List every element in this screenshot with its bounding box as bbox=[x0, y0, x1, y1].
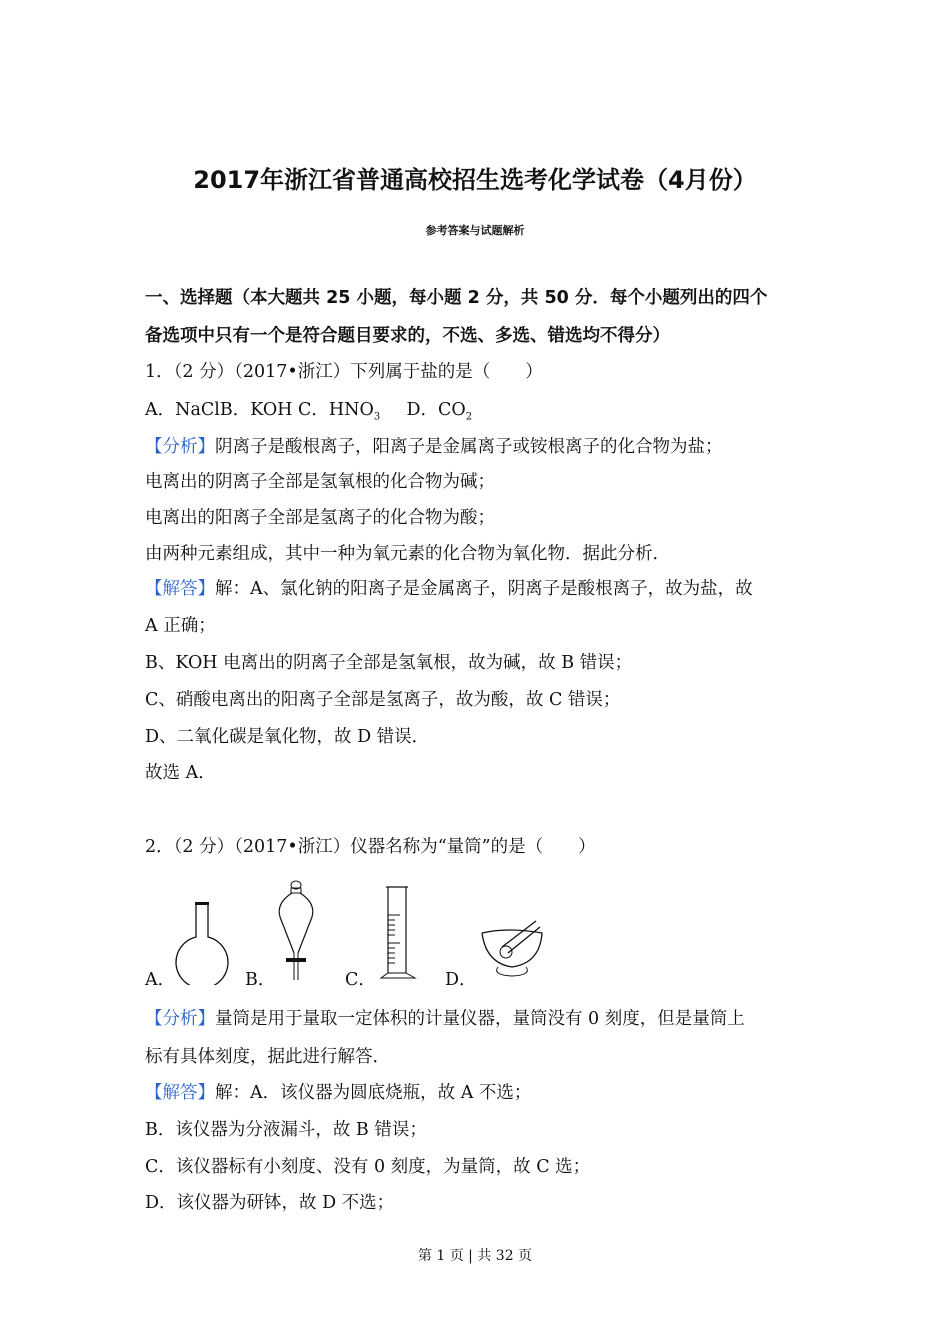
graduated-cylinder-figure bbox=[378, 875, 422, 985]
mortar-and-pestle-figure bbox=[478, 875, 548, 985]
analysis-line: 电离出的阴离子全部是氢氧根的化合物为碱； bbox=[145, 472, 495, 492]
answer-line: C、硝酸电离出的阳离子全部是氢离子，故为酸，故 C 错误； bbox=[145, 690, 621, 710]
answer-line: D、二氧化碳是氧化物，故 D 错误． bbox=[145, 727, 430, 747]
analysis-line: 由两种元素组成，其中一种为氧元素的化合物为氧化物．据此分析． bbox=[145, 544, 670, 564]
option-label: A． bbox=[145, 970, 176, 990]
section-heading: 备选项中只有一个是符合题目要求的，不选、多选、错选均不得分） bbox=[145, 326, 670, 346]
page-footer: 第 1 页 | 共 32 页 bbox=[417, 1248, 533, 1264]
answer-line: 故选 A． bbox=[145, 763, 216, 783]
separatory-funnel-figure bbox=[272, 875, 322, 985]
analysis: 【分析】阴离子是酸根离子，阳离子是金属离子或铵根离子的化合物为盐； bbox=[145, 437, 723, 457]
section-heading: 一、选择题（本大题共 25 小题，每小题 2 分，共 50 分．每个小题列出的四个 bbox=[145, 288, 768, 308]
option-label: C． bbox=[345, 970, 376, 990]
question-stem: 2．（2 分）（2017•浙江）仪器名称为“量筒”的是（ ） bbox=[145, 837, 596, 857]
analysis-line: 电离出的阳离子全部是氢离子的化合物为酸； bbox=[145, 508, 495, 528]
question-stem: 1．（2 分）（2017•浙江）下列属于盐的是（ ） bbox=[145, 362, 543, 382]
analysis-line: 标有具体刻度，据此进行解答． bbox=[145, 1047, 390, 1067]
answer-line: B、KOH 电离出的阴离子全部是氢氧根，故为碱，故 B 错误； bbox=[145, 653, 633, 673]
option-label: B． bbox=[245, 970, 276, 990]
answer-line: C．该仪器标有小刻度、没有 0 刻度，为量筒，故 C 选； bbox=[145, 1157, 591, 1177]
page-subtitle: 参考答案与试题解析 bbox=[425, 224, 525, 237]
analysis: 【分析】量筒是用于量取一定体积的计量仪器，量筒没有 0 刻度，但是量筒上 bbox=[145, 1009, 745, 1029]
answer-line: D．该仪器为研钵，故 D 不选； bbox=[145, 1193, 395, 1213]
option-label: D． bbox=[445, 970, 477, 990]
answer-line: B．该仪器为分液漏斗，故 B 错误； bbox=[145, 1120, 427, 1140]
question-options: A．NaClB．KOH C．$HNO_3$ D．$CO_2$ bbox=[145, 400, 473, 423]
answer: 【解答】解：A．该仪器为圆底烧瓶，故 A 不选； bbox=[145, 1083, 532, 1103]
round-bottom-flask-figure bbox=[175, 875, 235, 985]
answer-line: A 正确； bbox=[145, 616, 216, 636]
answer: 【解答】解：A、氯化钠的阳离子是金属离子，阴离子是酸根离子，故为盐，故 bbox=[145, 579, 753, 599]
page-title: 2017年浙江省普通高校招生选考化学试卷（4月份） bbox=[193, 166, 757, 194]
